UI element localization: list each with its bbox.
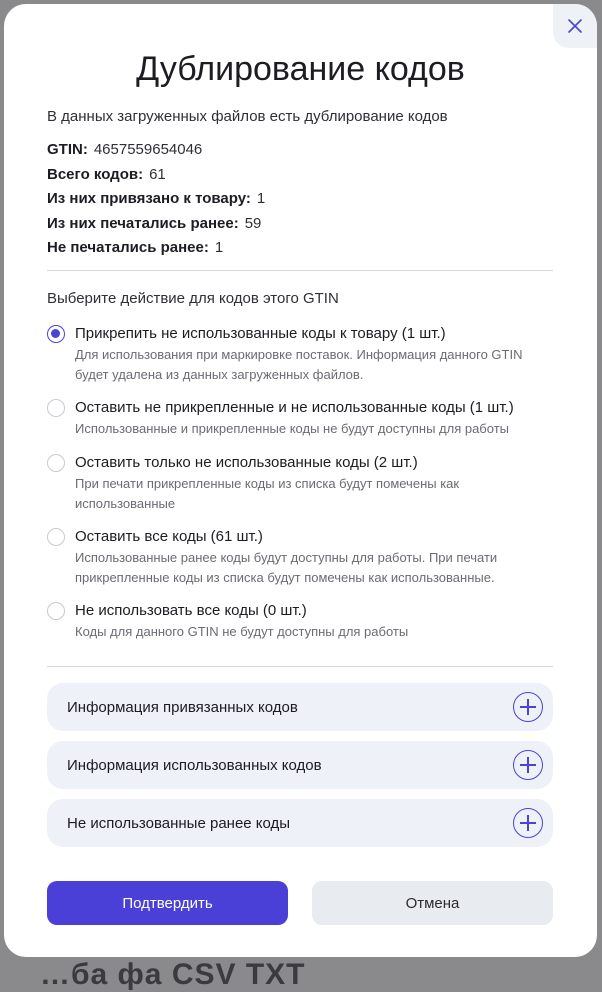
radio[interactable] — [47, 602, 65, 620]
accordion-label: Информация привязанных кодов — [67, 698, 298, 716]
option-keep-only-unused[interactable] — [47, 453, 553, 527]
option-description: При печати прикрепленные коды из списка будут помечены как использованные — [75, 476, 460, 511]
accordion-label: Информация использованных кодов — [67, 756, 322, 774]
radio[interactable] — [47, 528, 65, 546]
close-button[interactable] — [553, 4, 597, 48]
stat-linked-to-product: Из них привязано к товару: 1 — [47, 190, 266, 207]
radio-checked[interactable] — [47, 325, 65, 343]
divider — [47, 666, 553, 667]
option-use-none[interactable] — [47, 601, 553, 651]
confirm-button[interactable]: Подтвердить — [47, 881, 288, 925]
gtin-stats — [47, 138, 553, 261]
modal-subtitle: В данных загруженных файлов есть дублирование кодов — [47, 108, 448, 125]
option-description: Для использования при маркировке поставок. Информация данного GTIN будет удалена из данных загруженных файлов. — [75, 347, 523, 382]
accordion-linked-codes[interactable] — [47, 683, 553, 731]
accordion-label: Не использованные ранее коды — [67, 814, 291, 832]
stat-gtin: GTIN: 4657559654046 — [47, 141, 203, 158]
option-label: Оставить только не использованные коды (2 шт.) — [75, 454, 418, 471]
radio[interactable] — [47, 399, 65, 417]
option-keep-all[interactable] — [47, 527, 553, 601]
accordion-used-codes[interactable] — [47, 741, 553, 789]
divider — [47, 270, 553, 271]
plus-circle-icon[interactable] — [513, 750, 543, 780]
choose-action-label: Выберите действие для кодов этого GTIN — [47, 290, 339, 307]
modal-title: Дублирование кодов — [136, 50, 465, 88]
plus-circle-icon[interactable] — [513, 692, 543, 722]
option-description: Коды для данного GTIN не будут доступны для работы — [75, 624, 409, 639]
stat-printed-before: Из них печатались ранее: 59 — [47, 214, 262, 232]
radio[interactable] — [47, 454, 65, 472]
option-label: Оставить все коды (61 шт.) — [75, 528, 263, 545]
option-label: Прикрепить не использованные коды к товару (1 шт.) — [75, 325, 446, 342]
backdrop-text: …ба фа CSV TXT — [40, 958, 306, 991]
option-attach-unused[interactable] — [47, 324, 553, 398]
stat-total-codes: Всего кодов: 61 — [47, 165, 166, 183]
action-options — [47, 324, 553, 651]
plus-circle-icon[interactable] — [513, 808, 543, 838]
duplicate-codes-modal — [4, 4, 597, 957]
close-icon — [567, 18, 583, 34]
accordion-unused-codes[interactable] — [47, 799, 553, 847]
option-description: Использованные и прикрепленные коды не будут доступны для работы — [75, 421, 509, 436]
option-label: Не использовать все коды (0 шт.) — [75, 602, 307, 619]
option-keep-unattached-unused[interactable] — [47, 398, 553, 453]
stat-not-printed: Не печатались ранее: 1 — [47, 239, 224, 256]
cancel-button[interactable]: Отмена — [312, 881, 553, 925]
option-description: Использованные ранее коды будут доступны для работы. При печати прикрепленные коды из списка будут помечены как использованные. — [75, 550, 498, 585]
option-label: Оставить не прикрепленные и не использованные коды (1 шт.) — [75, 399, 514, 416]
